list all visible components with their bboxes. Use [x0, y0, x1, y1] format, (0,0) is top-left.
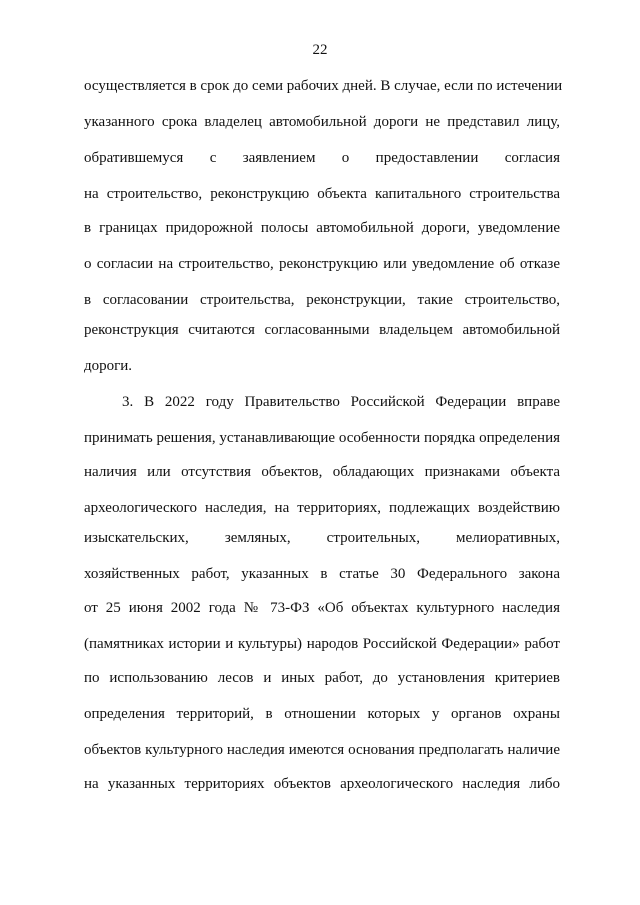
paragraph-3-line-8: (памятниках истории и культуры) народов Российской Федерации» работ [84, 636, 560, 652]
text-line-3: обратившемуся с заявлением о предоставлении согласия [84, 150, 560, 166]
paragraph-3-line-11: объектов культурного наследия имеются основания предполагать наличие [84, 742, 560, 758]
text-line-9: дороги. [84, 358, 133, 374]
paragraph-3-line-3: наличия или отсутствия объектов, обладающих признаками объекта [84, 464, 560, 480]
text-line-6: о согласии на строительство, реконструкцию или уведомление об отказе [84, 256, 560, 272]
text-line-1: осуществляется в срок до семи рабочих дней. В случае, если по истечении [84, 78, 563, 94]
paragraph-3-line-12: на указанных территориях объектов археологического наследия либо [84, 776, 560, 792]
paragraph-3-line-7: от 25 июня 2002 года № 73-ФЗ «Об объектах культурного наследия [84, 600, 560, 616]
page-number: 22 [312, 42, 328, 58]
paragraph-3-line-4: археологического наследия, на территориях, подлежащих воздействию [84, 500, 560, 516]
paragraph-3-line-9: по использованию лесов и иных работ, до установления критериев [84, 670, 560, 686]
paragraph-3-line-1: 3. В 2022 году Правительство Российской Федерации вправе [122, 394, 560, 410]
paragraph-3-line-2: принимать решения, устанавливающие особенности порядка определения [84, 430, 560, 446]
text-line-7: в согласовании строительства, реконструкции, такие строительство, [84, 292, 560, 308]
text-line-5: в границах придорожной полосы автомобильной дороги, уведомление [84, 220, 560, 236]
paragraph-3-line-6: хозяйственных работ, указанных в статье 30 Федерального закона [84, 566, 560, 582]
paragraph-3-line-5: изыскательских, земляных, строительных, мелиоративных, [84, 530, 560, 546]
text-line-2: указанного срока владелец автомобильной дороги не представил лицу, [84, 114, 560, 130]
text-line-8: реконструкция считаются согласованными владельцем автомобильной [84, 322, 560, 338]
paragraph-3-line-10: определения территорий, в отношении которых у органов охраны [84, 706, 560, 722]
text-line-4: на строительство, реконструкцию объекта капитального строительства [84, 186, 560, 202]
